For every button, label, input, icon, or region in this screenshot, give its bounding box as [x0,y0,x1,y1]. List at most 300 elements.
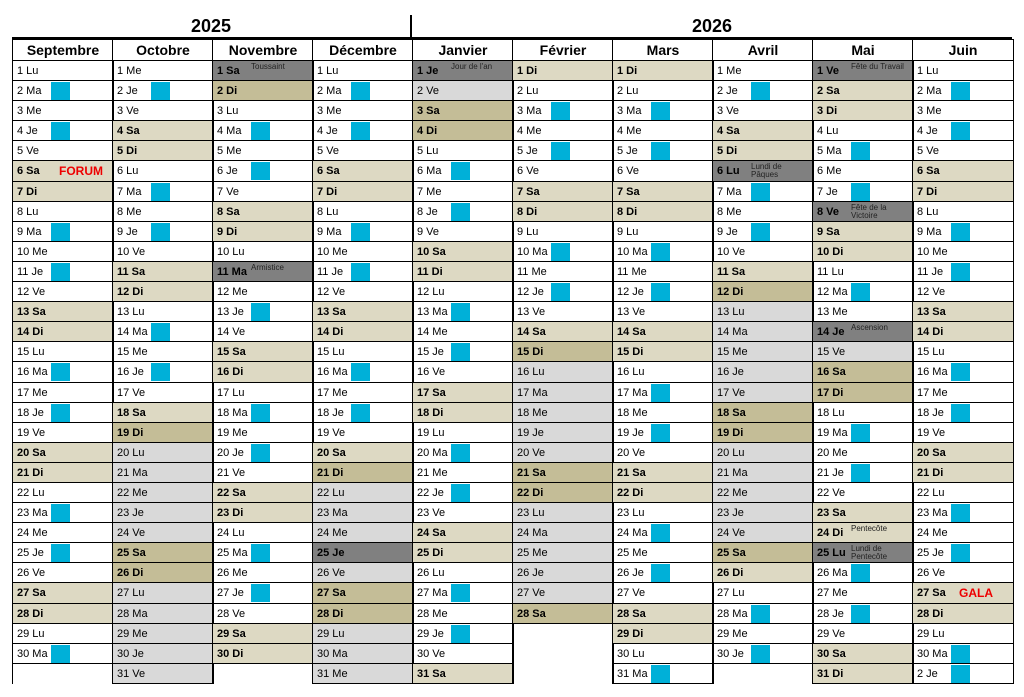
activity-marker [151,223,170,241]
day-cell [813,423,913,443]
day-label: 28 Di [917,607,944,620]
day-label: 9 Ma [317,225,342,238]
day-label: 22 Me [717,486,748,499]
activity-marker [651,665,670,683]
day-label: 19 Je [517,426,544,439]
day-cell [413,182,513,202]
day-cell [313,664,413,684]
day-cell [513,242,613,262]
day-cell [13,121,113,141]
day-label: 15 Di [617,346,644,359]
month-header: Juin [913,39,1013,61]
day-cell [413,282,513,302]
day-label: 16 Di [217,366,244,379]
day-label: 27 Lu [717,587,745,600]
activity-marker [951,504,970,522]
day-label: 17 Ma [517,386,548,399]
day-cell [213,563,313,583]
day-label: 23 Ma [317,507,348,520]
day-label: 16 Lu [517,366,545,379]
day-label: 3 Ve [717,105,740,118]
day-cell [113,322,213,342]
day-cell [313,342,413,362]
month-header: Décembre [313,39,413,61]
day-cell [213,322,313,342]
day-label: 6 Lu [117,165,139,178]
day-cell [613,583,713,603]
day-label: 2 Ma [917,85,942,98]
day-label: 30 Di [217,647,244,660]
day-cell [313,523,413,543]
day-label: 9 Je [717,225,738,238]
day-cell [13,322,113,342]
day-cell [313,282,413,302]
day-label: 24 Ma [517,527,548,540]
day-cell [113,141,213,161]
day-label: 18 Je [317,406,344,419]
day-label: 4 Lu [817,125,839,138]
day-cell [613,161,713,181]
day-label: 29 Lu [317,627,345,640]
day-label: 11 Sa [117,265,146,278]
day-label: 9 Ma [17,225,42,238]
day-label: 12 Me [217,286,248,299]
day-cell [13,182,113,202]
day-label: 3 Di [817,105,838,118]
holiday-note: Ascension [851,323,888,333]
day-label: 18 Me [517,406,548,419]
day-label: 5 Di [117,145,138,158]
empty-day-cell [513,664,613,684]
day-cell [813,604,913,624]
day-cell [313,443,413,463]
day-label: 29 Lu [17,627,45,640]
day-cell [913,81,1013,101]
day-cell [513,362,613,382]
day-label: 14 Di [17,326,44,339]
day-cell [113,644,213,664]
activity-marker [851,464,870,482]
day-label: 29 Me [717,627,748,640]
day-cell [513,161,613,181]
day-label: 13 Sa [917,306,946,319]
day-cell [513,423,613,443]
day-label: 20 Je [217,446,244,459]
day-cell [13,242,113,262]
day-cell [413,483,513,503]
day-cell [913,202,1013,222]
day-cell [313,222,413,242]
activity-marker [751,183,770,201]
day-cell [713,242,813,262]
activity-marker [451,584,470,602]
day-cell [313,423,413,443]
day-label: 17 Me [317,386,348,399]
day-label: 21 Di [17,466,44,479]
activity-marker [151,363,170,381]
day-label: 3 Me [317,105,342,118]
day-label: 26 Di [117,567,144,580]
activity-marker [51,363,70,381]
day-cell [513,322,613,342]
day-cell [213,81,313,101]
day-cell [213,141,313,161]
day-label: 10 Me [917,245,948,258]
day-cell [13,483,113,503]
day-label: 11 Di [417,265,443,278]
day-cell [813,342,913,362]
day-label: 12 Je [617,286,644,299]
day-label: 2 Je [117,85,138,98]
day-cell [413,423,513,443]
day-cell [713,503,813,523]
day-label: 2 Je [717,85,738,98]
day-cell [313,61,413,81]
day-cell [113,443,213,463]
day-label: 18 Me [617,406,648,419]
day-cell [513,302,613,322]
day-label: 8 Lu [917,205,939,218]
activity-marker [51,82,70,100]
day-label: 22 Lu [917,486,945,499]
day-cell [813,262,913,282]
day-cell [113,543,213,563]
day-label: 8 Ve [817,205,840,218]
day-label: 2 Ma [17,85,42,98]
day-cell [13,222,113,242]
day-label: 13 Me [817,306,848,319]
day-cell [13,141,113,161]
day-label: 12 Lu [417,286,445,299]
day-cell [213,101,313,121]
day-cell [13,101,113,121]
day-cell [613,383,713,403]
month-header: Avril [713,39,813,61]
day-label: 6 Je [217,165,238,178]
month-column [812,39,914,684]
day-cell [913,383,1013,403]
day-label: 25 Di [417,547,444,560]
day-cell [513,202,613,222]
day-label: 5 Je [517,145,538,158]
day-label: 4 Je [17,125,38,138]
day-cell [613,644,713,664]
day-cell [313,302,413,322]
day-label: 4 Je [317,125,338,138]
day-cell [513,342,613,362]
activity-marker [651,142,670,160]
day-cell [413,242,513,262]
day-label: 27 Me [817,587,848,600]
activity-marker [151,183,170,201]
day-cell [113,242,213,262]
day-cell [713,543,813,563]
day-cell [813,222,913,242]
day-label: 15 Me [717,346,748,359]
day-cell [713,282,813,302]
day-cell [913,644,1013,664]
day-label: 19 Ma [817,426,848,439]
day-cell [913,121,1013,141]
month-header: Novembre [213,39,313,61]
day-cell [513,583,613,603]
day-cell [713,342,813,362]
day-cell [813,121,913,141]
day-cell [313,543,413,563]
day-label: 8 Me [717,205,742,218]
day-label: 27 Je [217,587,244,600]
day-label: 19 Lu [417,426,445,439]
day-cell [613,302,713,322]
day-label: 17 Me [917,386,948,399]
day-label: 3 Sa [417,105,440,118]
day-label: 15 Lu [317,346,345,359]
month-column [112,39,214,684]
day-label: 24 Ma [617,527,648,540]
activity-marker [251,404,270,422]
empty-day-cell [513,644,613,664]
day-cell [613,282,713,302]
day-label: 6 Me [817,165,842,178]
day-cell [513,282,613,302]
day-label: 30 Ma [917,647,948,660]
day-cell [613,604,713,624]
day-label: 10 Me [17,245,48,258]
day-cell [913,583,1013,603]
day-cell [813,383,913,403]
day-label: 30 Ve [417,647,446,660]
day-cell [513,383,613,403]
day-cell [13,362,113,382]
day-label: 6 Ma [417,165,442,178]
day-label: 23 Ve [417,507,446,520]
day-cell [213,403,313,423]
day-cell [613,523,713,543]
day-cell [813,282,913,302]
day-label: 30 Je [717,647,744,660]
day-cell [813,583,913,603]
day-cell [13,61,113,81]
day-label: 7 Sa [517,185,540,198]
day-label: 28 Ma [117,607,148,620]
holiday-note: Lundi de Pâques [751,162,782,180]
activity-marker [651,524,670,542]
day-cell [513,604,613,624]
day-label: 10 Sa [417,245,446,258]
day-cell [713,624,813,644]
day-label: 1 Lu [317,65,339,77]
day-cell [213,644,313,664]
day-label: 18 Sa [117,406,146,419]
day-cell [213,463,313,483]
day-label: 4 Me [617,125,642,138]
day-cell [813,362,913,382]
day-cell [913,161,1013,181]
day-cell [313,202,413,222]
activity-marker [651,384,670,402]
day-cell [213,604,313,624]
day-label: 4 Me [517,125,542,138]
day-label: 23 Je [117,507,144,520]
activity-marker [351,404,370,422]
day-label: 20 Lu [117,446,145,459]
day-label: 3 Ma [617,105,642,118]
day-label: 7 Di [17,185,38,198]
day-label: 14 Di [917,326,944,339]
day-label: 11 Me [617,265,647,278]
activity-marker [51,122,70,140]
day-label: 6 Sa [917,165,940,178]
day-label: 19 Di [117,426,144,439]
day-label: 9 Ma [917,225,942,238]
day-label: 12 Je [517,286,544,299]
day-cell [313,242,413,262]
day-cell [813,403,913,423]
day-label: 25 Lu [817,547,846,560]
day-cell [513,61,613,81]
empty-day-cell [713,664,813,684]
day-cell [413,121,513,141]
day-label: 17 Sa [417,386,446,399]
activity-marker [651,102,670,120]
month-column [612,39,714,684]
month-header: Janvier [413,39,513,61]
day-label: 20 Sa [917,446,946,459]
day-label: 15 Lu [917,346,945,359]
day-cell [413,262,513,282]
day-label: 22 Di [517,486,544,499]
day-label: 1 Di [617,65,638,77]
day-cell [113,222,213,242]
day-cell [513,463,613,483]
day-label: 13 Lu [717,306,745,319]
day-label: 17 Lu [217,386,245,399]
month-header: Février [513,39,613,61]
day-cell [713,222,813,242]
day-cell [513,503,613,523]
day-label: 1 Me [117,65,142,77]
day-label: 23 Ma [17,507,48,520]
day-cell [313,403,413,423]
day-label: 15 Je [417,346,444,359]
day-cell [113,523,213,543]
day-label: 21 Ma [717,466,748,479]
day-label: 9 Lu [617,225,639,238]
day-label: 1 Me [717,65,742,77]
day-label: 23 Ma [917,507,948,520]
day-cell [913,463,1013,483]
day-label: 28 Ma [717,607,748,620]
day-cell [513,563,613,583]
day-label: 27 Sa [17,587,46,600]
day-cell [113,604,213,624]
day-cell [413,624,513,644]
day-label: 21 Sa [617,466,646,479]
day-cell [713,644,813,664]
day-cell [413,302,513,322]
day-cell [313,563,413,583]
month-header: Mars [613,39,713,61]
day-label: 3 Me [17,105,42,118]
day-cell [113,463,213,483]
day-label: 5 Ma [817,145,842,158]
day-label: 1 Di [517,65,538,77]
day-label: 25 Sa [117,547,146,560]
day-label: 25 Je [317,547,345,560]
day-cell [213,242,313,262]
day-cell [413,403,513,423]
day-cell [613,423,713,443]
day-cell [313,383,413,403]
day-label: 16 Je [717,366,744,379]
day-cell [113,202,213,222]
day-label: 19 Ve [17,426,46,439]
day-cell [713,262,813,282]
day-cell [13,443,113,463]
day-label: 31 Ve [117,667,146,680]
activity-marker [451,303,470,321]
activity-marker [51,645,70,663]
day-label: 29 Me [117,627,148,640]
day-cell [13,202,113,222]
day-label: 6 Sa [17,165,40,178]
day-label: 18 Je [17,406,44,419]
day-cell [13,543,113,563]
day-cell [813,523,913,543]
day-cell [13,644,113,664]
activity-marker [751,223,770,241]
day-label: 20 Lu [717,446,745,459]
day-label: 14 Ma [717,326,748,339]
day-cell [413,503,513,523]
day-cell [213,423,313,443]
activity-marker [851,283,870,301]
month-column [712,39,814,684]
day-cell [713,403,813,423]
day-label: 29 Ve [817,627,846,640]
month-column [512,39,614,684]
day-cell [713,523,813,543]
day-label: 21 Ve [217,466,246,479]
day-label: 23 Sa [817,507,846,520]
day-label: 10 Me [317,245,348,258]
day-label: 12 Ve [317,286,346,299]
day-cell [113,583,213,603]
day-label: 27 Sa [317,587,346,600]
day-cell [613,403,713,423]
day-cell [313,583,413,603]
day-label: 12 Ma [817,286,848,299]
day-label: 16 Lu [617,366,645,379]
day-cell [213,342,313,362]
activity-marker [851,424,870,442]
day-cell [313,362,413,382]
day-cell [213,262,313,282]
day-label: 26 Me [217,567,248,580]
day-cell [913,101,1013,121]
day-cell [213,302,313,322]
activity-marker [651,424,670,442]
day-cell [413,543,513,563]
activity-marker [251,544,270,562]
month-header: Octobre [113,39,213,61]
activity-marker [551,142,570,160]
day-label: 21 Sa [517,466,546,479]
day-cell [913,443,1013,463]
day-label: 21 Me [417,466,448,479]
day-cell [13,463,113,483]
day-label: 10 Ve [717,245,746,258]
